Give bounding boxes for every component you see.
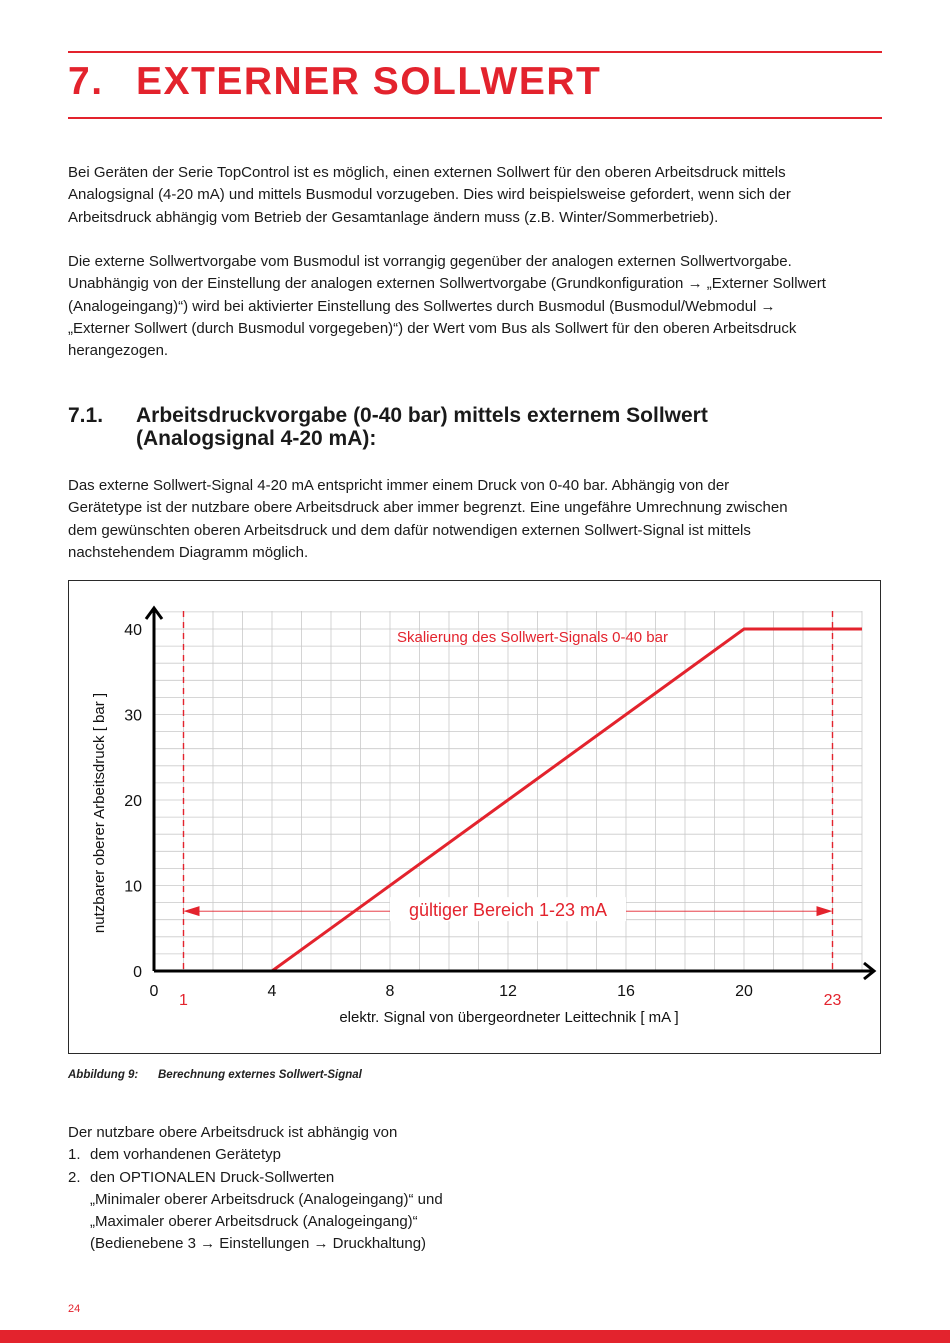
range-arrow-left-head [184,906,200,916]
list-item-text: „Maximaler oberer Arbeitsdruck (Analogeingang)“ [90,1213,418,1231]
x-tick-label: 12 [499,983,517,1000]
text-line: „Externer Sollwert (durch Busmodul vorgegeben)“) der Wert vom Bus als Sollwert für den oberen Arbeitsdruck [68,319,797,337]
page-number: 24 [68,1303,81,1315]
list-item-number: 2. [68,1168,81,1186]
list-item-text: „Minimaler oberer Arbeitsdruck (Analogeingang)“ und [90,1190,443,1208]
y-tick-label: 20 [124,793,142,810]
figure-caption-label: Abbildung 9: [68,1069,139,1081]
section-title [136,404,856,450]
list-item-text: (Bedienebene 3 → Einstellungen → Druckhaltung) [90,1235,427,1253]
section-number: 7.1. [68,404,104,427]
text-line: Arbeitsdruck abhängig vom Betrieb der Gesamtanlage ändern muss (z.B. Winter/Sommerbetrieb). [68,208,719,226]
header-bottom-rule [68,117,882,119]
list-item-number: 1. [68,1146,81,1164]
intro-paragraph-1 [68,162,888,229]
text-line: nachstehendem Diagramm möglich. [68,543,309,561]
chapter-number: 7. [68,60,104,103]
x-axis-title: elektr. Signal von übergeordneter Leittechnik [ mA ] [339,1009,679,1026]
text-line: Unabhängig von der Einstellung der analogen externen Sollwertvorgabe (Grundkonfiguration → „Externer Sollwert [68,275,826,293]
text-line: Bei Geräten der Serie TopControl ist es möglich, einen externen Sollwert für den oberen Arbeitsdruck mittels [68,164,786,181]
section-title-line: Arbeitsdruckvorgabe (0-40 bar) mittels externem Sollwert [136,404,708,427]
marker-label: 23 [823,992,842,1009]
range-label: gültiger Bereich 1-23 mA [408,900,608,921]
y-tick-label: 0 [133,964,142,981]
section-paragraph [68,475,888,564]
chart-axes [146,608,874,979]
section-title-line: (Analogsignal 4-20 mA): [136,427,377,450]
text-line: (Analogeingang)“) wird bei aktivierter Einstellung des Sollwertes durch Busmodul (Busmodul/Webmodul → [68,297,776,315]
figure-caption [68,1069,362,1081]
x-tick-label: 4 [267,983,277,1000]
figure-frame [68,580,881,1054]
chapter-title-text: EXTERNER SOLLWERT [136,60,602,103]
y-axis-title: nutzbarer oberer Arbeitsdruck [ bar ] [91,692,108,934]
chart-labels [91,622,842,1026]
y-tick-label: 10 [124,878,142,896]
y-tick-label: 40 [124,622,142,639]
text-line: Analogsignal (4-20 mA) und mittels Busmodul vorzugeben. Dies wird beispielsweise gefordert, wenn sich der [68,186,791,204]
text-line: Die externe Sollwertvorgabe vom Busmodul ist vorrangig gegenüber der analogen externen Sollwertvorgabe. [68,253,792,270]
marker-label: 1 [179,992,188,1009]
x-tick-label: 16 [617,983,635,1000]
x-tick-label: 0 [149,983,159,1000]
text-line: Gerätetype ist der nutzbare obere Arbeitsdruck aber immer begrenzt. Eine ungefähre Umrechnung zwischen [68,499,788,517]
text-line: dem gewünschten oberen Arbeitsdruck und dem dafür notwendigen externen Sollwert-Signal ist mittels [68,521,751,539]
scaling-annotation: Skalierung des Sollwert-Signals 0-40 bar [397,629,668,646]
list-intro: Der nutzbare obere Arbeitsdruck ist abhängig von [68,1124,398,1141]
x-tick-label: 8 [385,983,395,1000]
list-item-text: dem vorhandenen Gerätetyp [90,1146,281,1164]
range-arrow-right-head [817,906,833,916]
figure-caption-text: Berechnung externes Sollwert-Signal [158,1069,362,1081]
header-top-rule [68,51,882,53]
y-tick-label: 30 [124,707,142,725]
footer-bar [0,1330,950,1343]
text-line: herangezogen. [68,342,169,360]
chapter-title [68,60,601,104]
list-item-text: den OPTIONALEN Druck-Sollwerten [90,1168,335,1186]
text-line: Das externe Sollwert-Signal 4-20 mA entspricht immer einem Druck von 0-40 bar. Abhängig von der [68,477,730,494]
pressure-signal-chart [69,581,882,1055]
intro-paragraph-2 [68,251,888,362]
x-tick-label: 20 [735,983,753,1000]
